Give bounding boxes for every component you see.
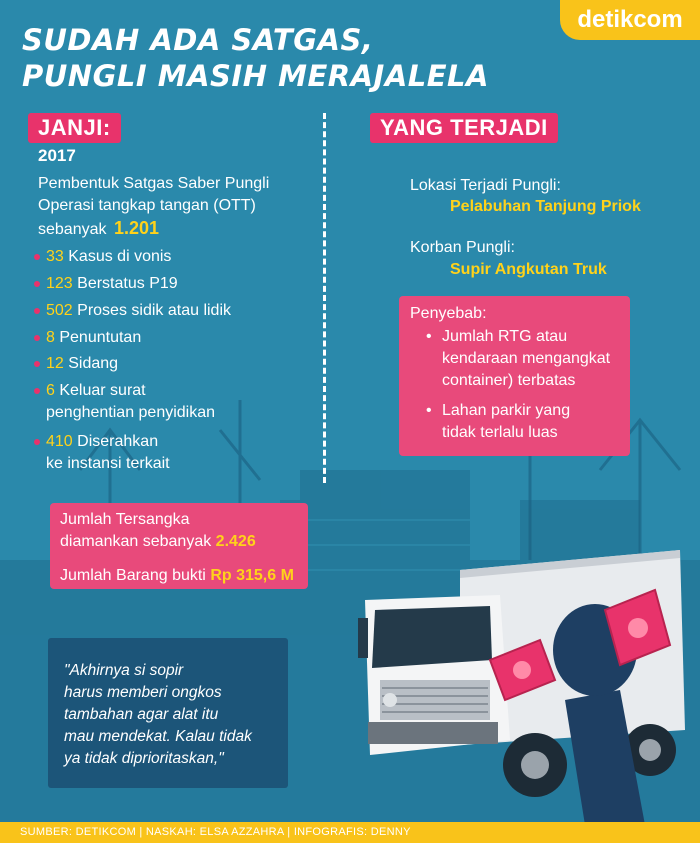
bullet-dot: • xyxy=(426,328,432,345)
lokasi-value: Pelabuhan Tanjung Priok xyxy=(450,198,641,215)
truck-illustration xyxy=(350,540,700,825)
quote-line-1: "Akhirnya si sopir xyxy=(64,662,184,679)
item-number: 6 xyxy=(46,382,55,399)
list-item xyxy=(46,353,118,375)
penyebab-2-line-2: tidak terlalu luas xyxy=(442,424,558,441)
item-number: 8 xyxy=(46,329,55,346)
suspects-line-2 xyxy=(60,531,256,553)
quote-text xyxy=(64,660,284,770)
item-number: 410 xyxy=(46,433,73,450)
item-number: 502 xyxy=(46,302,73,319)
suspects-line-1: Jumlah Tersangka xyxy=(60,511,190,528)
year: 2017 xyxy=(38,146,76,165)
lokasi-label: Lokasi Terjadi Pungli: xyxy=(410,177,561,194)
item-text-2: penghentian penyidikan xyxy=(46,404,216,421)
intro-line-2: Operasi tangkap tangan (OTT) xyxy=(38,197,256,214)
suspects-count: 2.426 xyxy=(215,533,256,550)
evidence-value: Rp 315,6 M xyxy=(210,567,294,584)
item-number: 12 xyxy=(46,355,64,372)
penyebab-1-line-2: kendaraan mengangkat xyxy=(442,350,611,367)
quote-line-2: harus memberi ongkos xyxy=(64,684,222,701)
title-line-1: SUDAH ADA SATGAS, xyxy=(22,23,374,57)
yang-terjadi-tag: YANG TERJADI xyxy=(370,113,558,143)
column-divider xyxy=(323,113,326,483)
item-text: Berstatus P19 xyxy=(77,275,178,292)
intro-line-3 xyxy=(38,217,159,241)
korban-value: Supir Angkutan Truk xyxy=(450,261,607,278)
penyebab-label: Penyebab: xyxy=(410,305,487,322)
penyebab-1-line-3: container) terbatas xyxy=(442,372,576,389)
quote-line-5: ya tidak diprioritaskan," xyxy=(64,750,224,767)
suspects-label: diamankan sebanyak xyxy=(60,533,212,550)
item-text: Sidang xyxy=(68,355,119,372)
detikcom-logo: detikcom xyxy=(560,0,700,40)
penyebab-1-line-1: Jumlah RTG atau xyxy=(442,328,568,345)
item-text: Diserahkan xyxy=(77,433,159,450)
list-item xyxy=(46,273,178,295)
penyebab-item-2 xyxy=(426,400,571,444)
penyebab-item-1 xyxy=(426,326,611,392)
list-item xyxy=(46,380,215,424)
list-item xyxy=(46,246,171,268)
list-item xyxy=(46,327,141,349)
evidence-label: Jumlah Barang bukti xyxy=(60,567,206,584)
penyebab-2-line-1: Lahan parkir yang xyxy=(442,402,571,419)
item-text: Penuntutan xyxy=(59,329,142,346)
item-text-2: ke instansi terkait xyxy=(46,455,170,472)
janji-tag: JANJI: xyxy=(28,113,121,143)
item-text: Keluar surat xyxy=(59,382,146,399)
evidence-line xyxy=(60,565,294,587)
list-item xyxy=(46,431,170,475)
item-text: Kasus di vonis xyxy=(68,248,172,265)
item-text: Proses sidik atau lidik xyxy=(77,302,231,319)
item-number: 33 xyxy=(46,248,64,265)
item-number: 123 xyxy=(46,275,73,292)
ott-total: 1.201 xyxy=(113,218,159,238)
intro-line-1: Pembentuk Satgas Saber Pungli xyxy=(38,175,270,192)
title-line-2: PUNGLI MASIH MERAJALELA xyxy=(22,59,489,93)
bullet-dot: • xyxy=(426,402,432,419)
intro-line-3-text: sebanyak xyxy=(38,221,107,238)
footer-credits: SUMBER: DETIKCOM | NASKAH: ELSA AZZAHRA | INFOGRAFIS: DENNY xyxy=(0,822,700,843)
quote-line-4: mau mendekat. Kalau tidak xyxy=(64,728,252,745)
list-item xyxy=(46,300,231,322)
korban-label: Korban Pungli: xyxy=(410,239,515,256)
quote-line-3: tambahan agar alat itu xyxy=(64,706,219,723)
